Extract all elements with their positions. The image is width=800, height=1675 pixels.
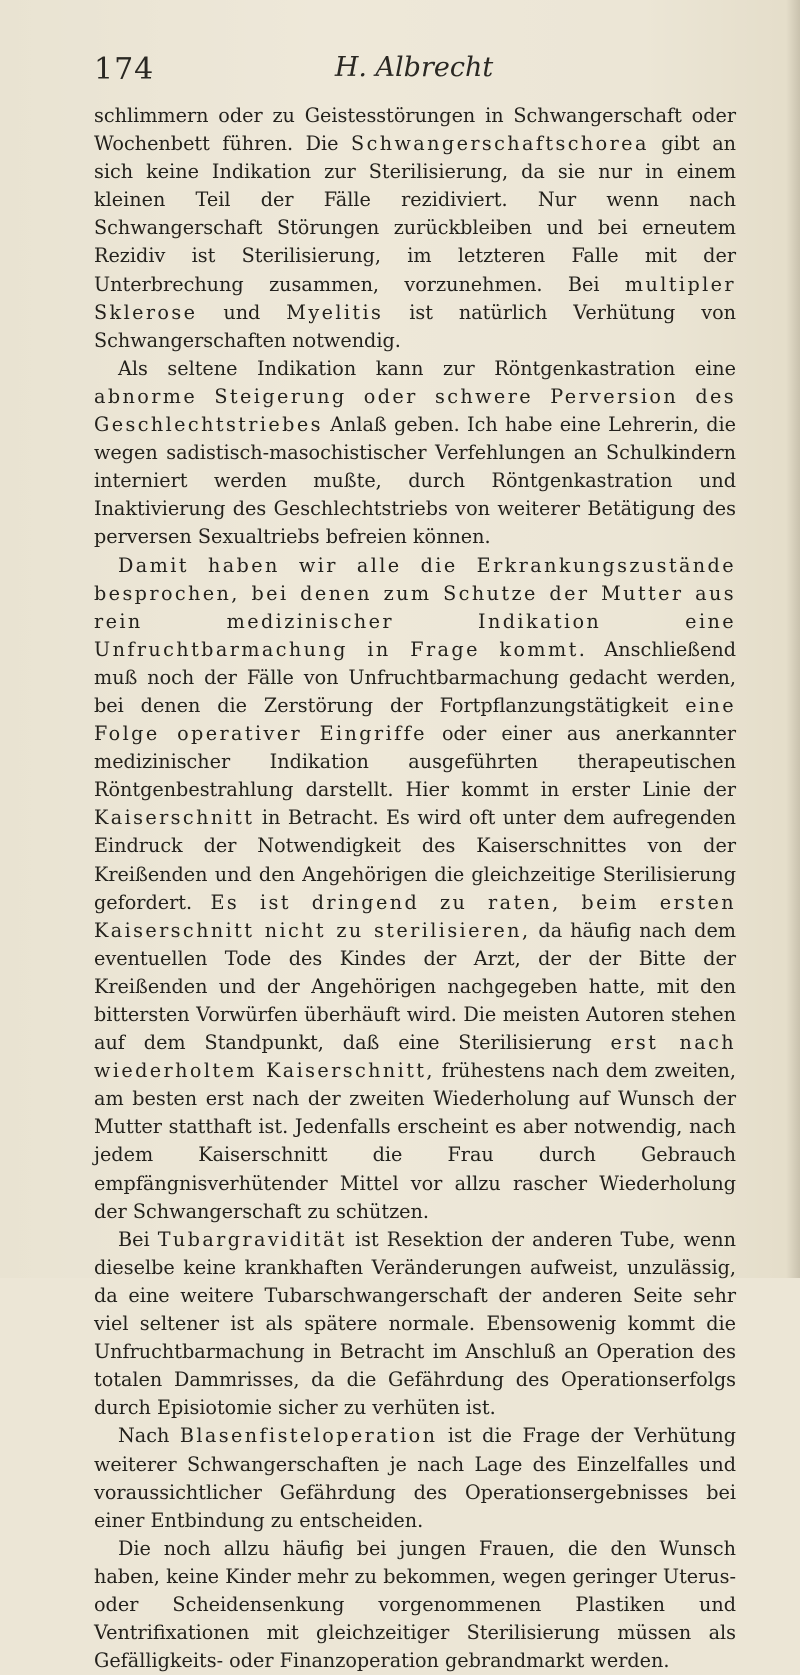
text-run: und (197, 300, 287, 324)
paragraph (94, 1226, 736, 1423)
paragraph (94, 102, 736, 355)
text-run: ist die Frage der Verhütung weiterer Schwangerschaften je nach Lage des Einzelfalles und voraussichtlicher Gefährdung des Operationsergebnisses bei einer Entbindung zu entscheiden. (94, 1424, 736, 1532)
emphasized-text: Kaiserschnitt (94, 806, 255, 830)
emphasized-text: Damit haben wir alle die Erkrankungszustände besprochen, bei denen zum Schutze der Mutter aus rein medizinischer Indikation eine Unfruchtbarmachung in Frage kommt. (94, 553, 736, 661)
text-run: Nach (118, 1424, 180, 1448)
running-head: H. Albrecht (334, 52, 494, 83)
emphasized-text: erst nach wiederholtem Kaiserschnitt, (94, 1031, 736, 1083)
text-run: Anlaß geben. Ich habe eine Lehrerin, die wegen sadistisch-masochistischer Verfehlungen an Schulkindern interniert werden mußte, durch Röntgenkastration und Inaktivierung des Geschlechtstriebs von weiterer Betätigung des perversen Sexualtriebs befreien können. (94, 413, 736, 549)
text-run: Bei (118, 1227, 158, 1251)
emphasized-text: Myelitis (286, 300, 384, 324)
emphasized-text: eine Folge operativer Eingriffe (94, 693, 736, 746)
paragraph (94, 1422, 736, 1534)
text-run: oder einer aus anerkannter medizinischer Indikation ausgeführten therapeutischen Röntgenbestrahlung darstellt. Hier kommt in erster Linie der (94, 722, 736, 802)
text-run: in Betracht. Es wird oft unter dem aufregenden Eindruck der Notwendigkeit des Kaiserschnittes von der Kreißenden und den Angehörigen die gleichzeitige Sterilisierung gefordert. (94, 806, 736, 914)
paragraph (94, 1535, 736, 1675)
emphasized-text: Tubargravidität (157, 1227, 347, 1251)
paragraph (94, 552, 736, 1226)
emphasized-text: Schwangerschaftschorea (351, 132, 649, 156)
text-run: ist Resektion der anderen Tube, wenn dieselbe keine krankhaften Veränderungen aufweist, unzulässig, da eine weitere Tubarschwangerschaft der anderen Seite sehr viel seltener ist als spätere normale. Ebensowenig kommt die Unfruchtbarmachung in Betracht im Anschluß an Operation des totalen Dammrisses, da die Gefährdung des Operationserfolgs durch Episiotomie sicher zu verhüten ist. (94, 1227, 736, 1420)
page-header (94, 52, 734, 92)
emphasized-text: multipler Sklerose (94, 272, 736, 324)
page-edge-shadow (786, 0, 800, 1278)
emphasized-text: Blasenfisteloperation (179, 1424, 438, 1448)
page-number: 174 (94, 52, 155, 87)
text-run: frühestens nach dem zweiten, am besten erst nach der zweiten Wiederholung auf Wunsch der Mutter statthaft ist. Jedenfalls erscheint es aber notwendig, nach jedem Kaiserschnitt die Frau durch Gebrauch empfängnisverhütender Mittel vor allzu rascher Wiederholung der Schwangerschaft zu schützen. (94, 1059, 736, 1223)
text-run: Anschließend muß noch der Fälle von Unfruchtbarmachung gedacht werden, bei denen die Zerstörung der Fortpflanzungstätigkeit (94, 637, 736, 717)
emphasized-text: Es ist dringend zu raten, beim ersten Kaiserschnitt nicht zu sterilisieren, (94, 890, 736, 942)
text-run: ist natürlich Verhütung von Schwangerschaften notwendig. (94, 300, 736, 352)
text-run: Die noch allzu häufig bei jungen Frauen, die den Wunsch haben, keine Kinder mehr zu bekommen, wegen geringer Uterus- oder Scheidensenkung vorgenommenen Plastiken und Ventrifixationen mit gleichzeitiger Sterilisierung müssen als Gefälligkeits- oder Finanzoperation gebrandmarkt werden. (94, 1536, 736, 1673)
text-run: da häufig nach dem eventuellen Tode des Kindes der Arzt, der der Bitte der Kreißenden und der Angehörigen nachgegeben hatte, mit den bittersten Vorwürfen überhäuft wird. Die meisten Autoren stehen auf dem Standpunkt, daß eine Sterilisierung (94, 918, 737, 1055)
body-text (94, 102, 736, 1675)
text-run: gibt an sich keine Indikation zur Sterilisierung, da sie nur in einem kleinen Teil der Fälle rezidiviert. Nur wenn nach Schwangerschaft Störungen zurückbleiben und bei erneutem Rezidiv ist Sterilisierung, im letzteren Falle mit der Unterbrechung zusammen, vorzunehmen. Bei (94, 132, 736, 296)
text-run: schlimmern oder zu Geistesstörungen in Schwangerschaft oder Wochenbett führen. Die (94, 104, 736, 156)
paragraph (94, 355, 736, 552)
emphasized-text: abnorme Steigerung oder schwere Perversion des Geschlechtstriebes (94, 384, 736, 437)
text-run: Als seltene Indikation kann zur Röntgenkastration eine (118, 356, 736, 380)
